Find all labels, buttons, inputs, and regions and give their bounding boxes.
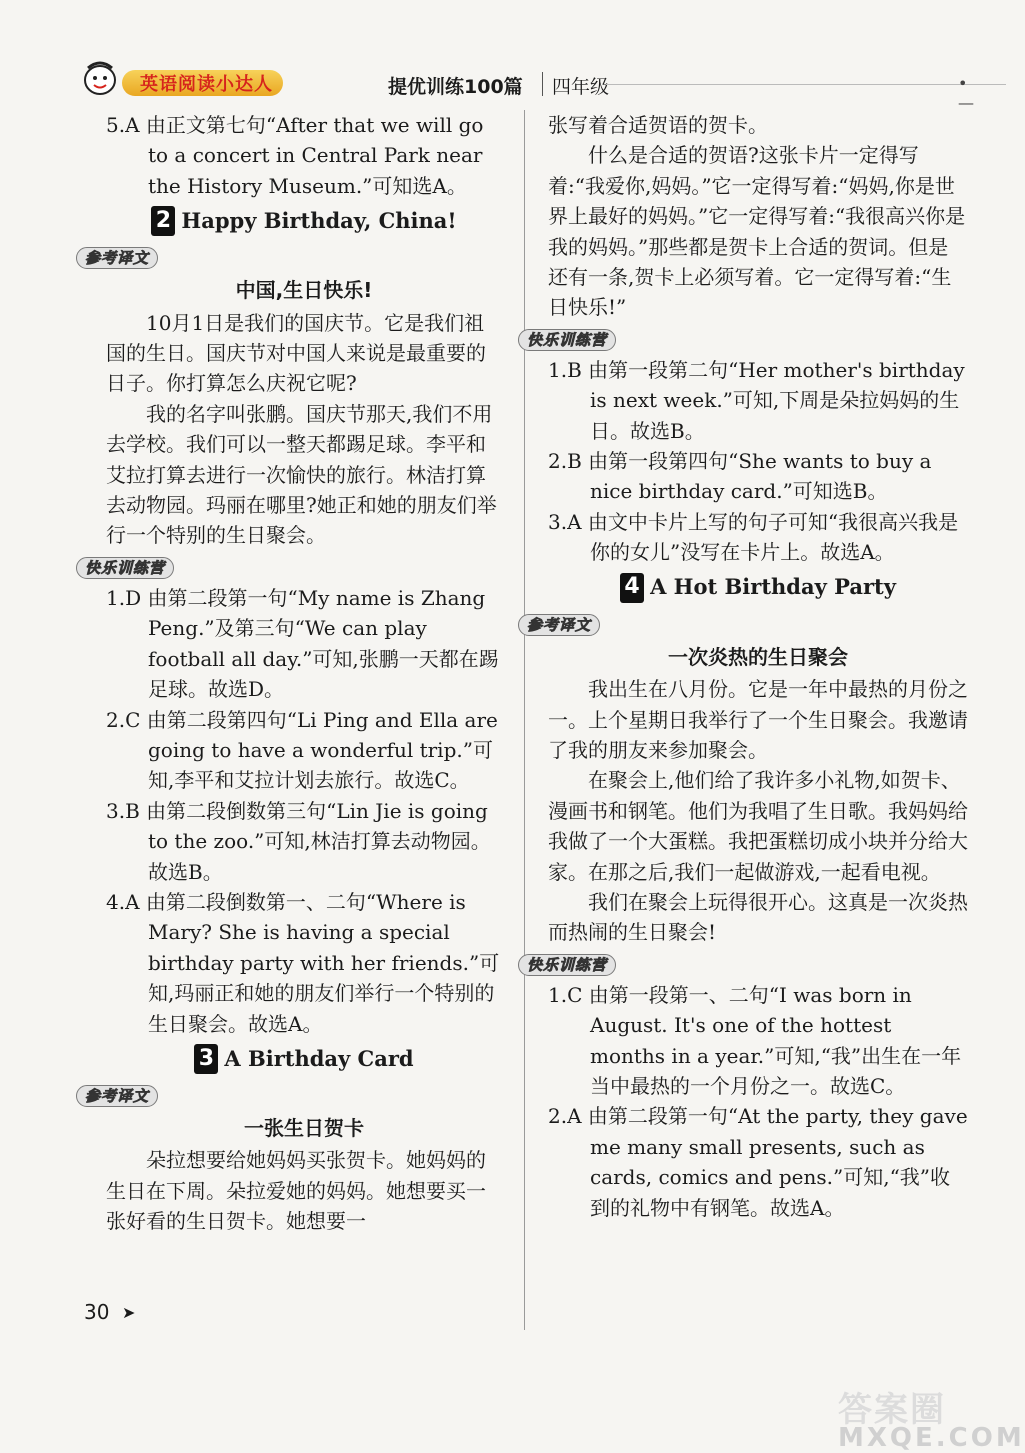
section-4-heading xyxy=(548,568,968,608)
watermark xyxy=(838,1382,1025,1453)
arrow-icon: ➤ xyxy=(122,1303,136,1322)
answer-item: 3.B 由第二段倒数第三句“Lin Jie is going to the zoo.”可知,林洁打算去动物园。故选B。 xyxy=(106,798,491,884)
header-separator xyxy=(542,72,543,96)
section-title: A Birthday Card xyxy=(224,1045,414,1071)
translation-label: 参考译文 xyxy=(518,614,600,636)
book-title: 提优训练100篇 xyxy=(388,76,523,98)
translation-title: 一次炎热的生日聚会 xyxy=(668,644,848,669)
header-rule xyxy=(606,84,1006,85)
answer-item: 2.B 由第一段第四句“She wants to buy a nice birthday card.”可知选B。 xyxy=(548,449,932,504)
answer-item: 3.A 由文中卡片上写的句子可知“我很高兴我是你的女儿”没写在卡片上。故选A。 xyxy=(548,509,959,565)
translation-paragraph: 在聚会上,他们给了我许多小礼物,如贺卡、漫画书和钢笔。他们为我唱了生日歌。我妈妈给我做了一个大蛋糕。我把蛋糕切成小块并分给大家。在那之后,我们一起做游戏,一起看电视。 xyxy=(548,768,968,884)
section-number-badge: 4 xyxy=(620,573,644,603)
translation-title: 一张生日贺卡 xyxy=(244,1115,364,1140)
page-number: 30 xyxy=(84,1300,110,1324)
right-column xyxy=(527,110,968,1223)
series-title: 英语阅读小达人 xyxy=(122,70,283,96)
practice-label: 快乐训练营 xyxy=(76,557,174,579)
translation-title: 中国,生日快乐! xyxy=(235,278,373,303)
watermark-url: MXQE.COM xyxy=(838,1423,1025,1453)
answer-item: 1.D 由第二段第一句“My name is Zhang Peng.”及第三句“We can play football all day.”可知,张鹏一天都在踢足球。故选D。 xyxy=(106,585,499,702)
translation-paragraph: 张写着合适贺语的贺卡。 xyxy=(548,113,768,137)
practice-label: 快乐训练营 xyxy=(518,329,616,351)
translation-label: 参考译文 xyxy=(76,1085,158,1107)
translation-paragraph: 10月1日是我们的国庆节。它是我们祖国的生日。国庆节对中国人来说是最重要的日子。你打算怎么庆祝它呢? xyxy=(106,310,486,396)
page-header xyxy=(78,60,978,112)
section-title: Happy Birthday, China! xyxy=(181,208,457,234)
translation-paragraph: 什么是合适的贺语?这张卡片一定得写着:“我爱你,妈妈。”它一定得写着:“妈妈,你是世界上最好的妈妈。”它一定得写着:“我很高兴你是我的妈妈。”那些都是贺卡上合适的贺词。但是还有一条,贺卡上必须写着。它一定得写着:“生日快乐!” xyxy=(548,143,966,320)
section-3-heading xyxy=(106,1039,502,1079)
answer-item: 5.A 由正文第七句“After that we will go to a concert in Central Park near the History Museum.”可知选A。 xyxy=(106,113,484,198)
section-title: A Hot Birthday Party xyxy=(650,574,896,600)
translation-paragraph: 朵拉想要给她妈妈买张贺卡。她妈妈的生日在下周。朵拉爱她的妈妈。她想要买一张好看的生日贺卡。她想要一 xyxy=(106,1148,486,1234)
header-dots-icon: •— xyxy=(958,74,974,112)
column-divider xyxy=(524,110,525,1330)
left-column xyxy=(85,110,502,1237)
section-number-badge: 2 xyxy=(151,206,175,236)
watermark-text: 答案圈 xyxy=(838,1390,946,1430)
grade-label: 四年级 xyxy=(552,76,610,98)
answer-item: 1.C 由第一段第一、二句“I was born in August. It's one of the hottest months in a year.”可知,“我”出生在一年当中最热的一个月份之一。故选C。 xyxy=(548,982,962,1098)
answer-item: 1.B 由第一段第二句“Her mother's birthday is next week.”可知,下周是朵拉妈妈的生日。故选B。 xyxy=(548,357,965,443)
translation-paragraph: 我的名字叫张鹏。国庆节那天,我们不用去学校。我们可以一整天都踢足球。李平和艾拉打算去进行一次愉快的旅行。林洁打算去动物园。玛丽在哪里?她正和她的朋友们举行一个特别的生日聚会。 xyxy=(106,401,497,548)
section-2-heading xyxy=(106,201,502,241)
answer-item: 2.C 由第二段第四句“Li Ping and Ella are going to have a wonderful trip.”可知,李平和艾拉计划去旅行。故选C。 xyxy=(106,707,498,793)
translation-label: 参考译文 xyxy=(76,247,158,269)
practice-label: 快乐训练营 xyxy=(518,954,616,976)
section-number-badge: 3 xyxy=(194,1044,218,1074)
translation-paragraph: 我出生在八月份。它是一年中最热的月份之一。上个星期日我举行了一个生日聚会。我邀请了我的朋友来参加聚会。 xyxy=(548,677,968,762)
answer-item: 2.A 由第二段第一句“At the party, they gave me many small presents, such as cards, comics and pens.”可知,“我”收到的礼物中有钢笔。故选A。 xyxy=(548,1104,968,1220)
translation-paragraph: 我们在聚会上玩得很开心。这真是一次炎热而热闹的生日聚会! xyxy=(548,889,968,945)
answer-item: 4.A 由第二段倒数第一、二句“Where is Mary? She is having a special birthday party with her friends.”可知,玛丽正和她的朋友们举行一个特别的生日聚会。故选A。 xyxy=(106,889,500,1036)
